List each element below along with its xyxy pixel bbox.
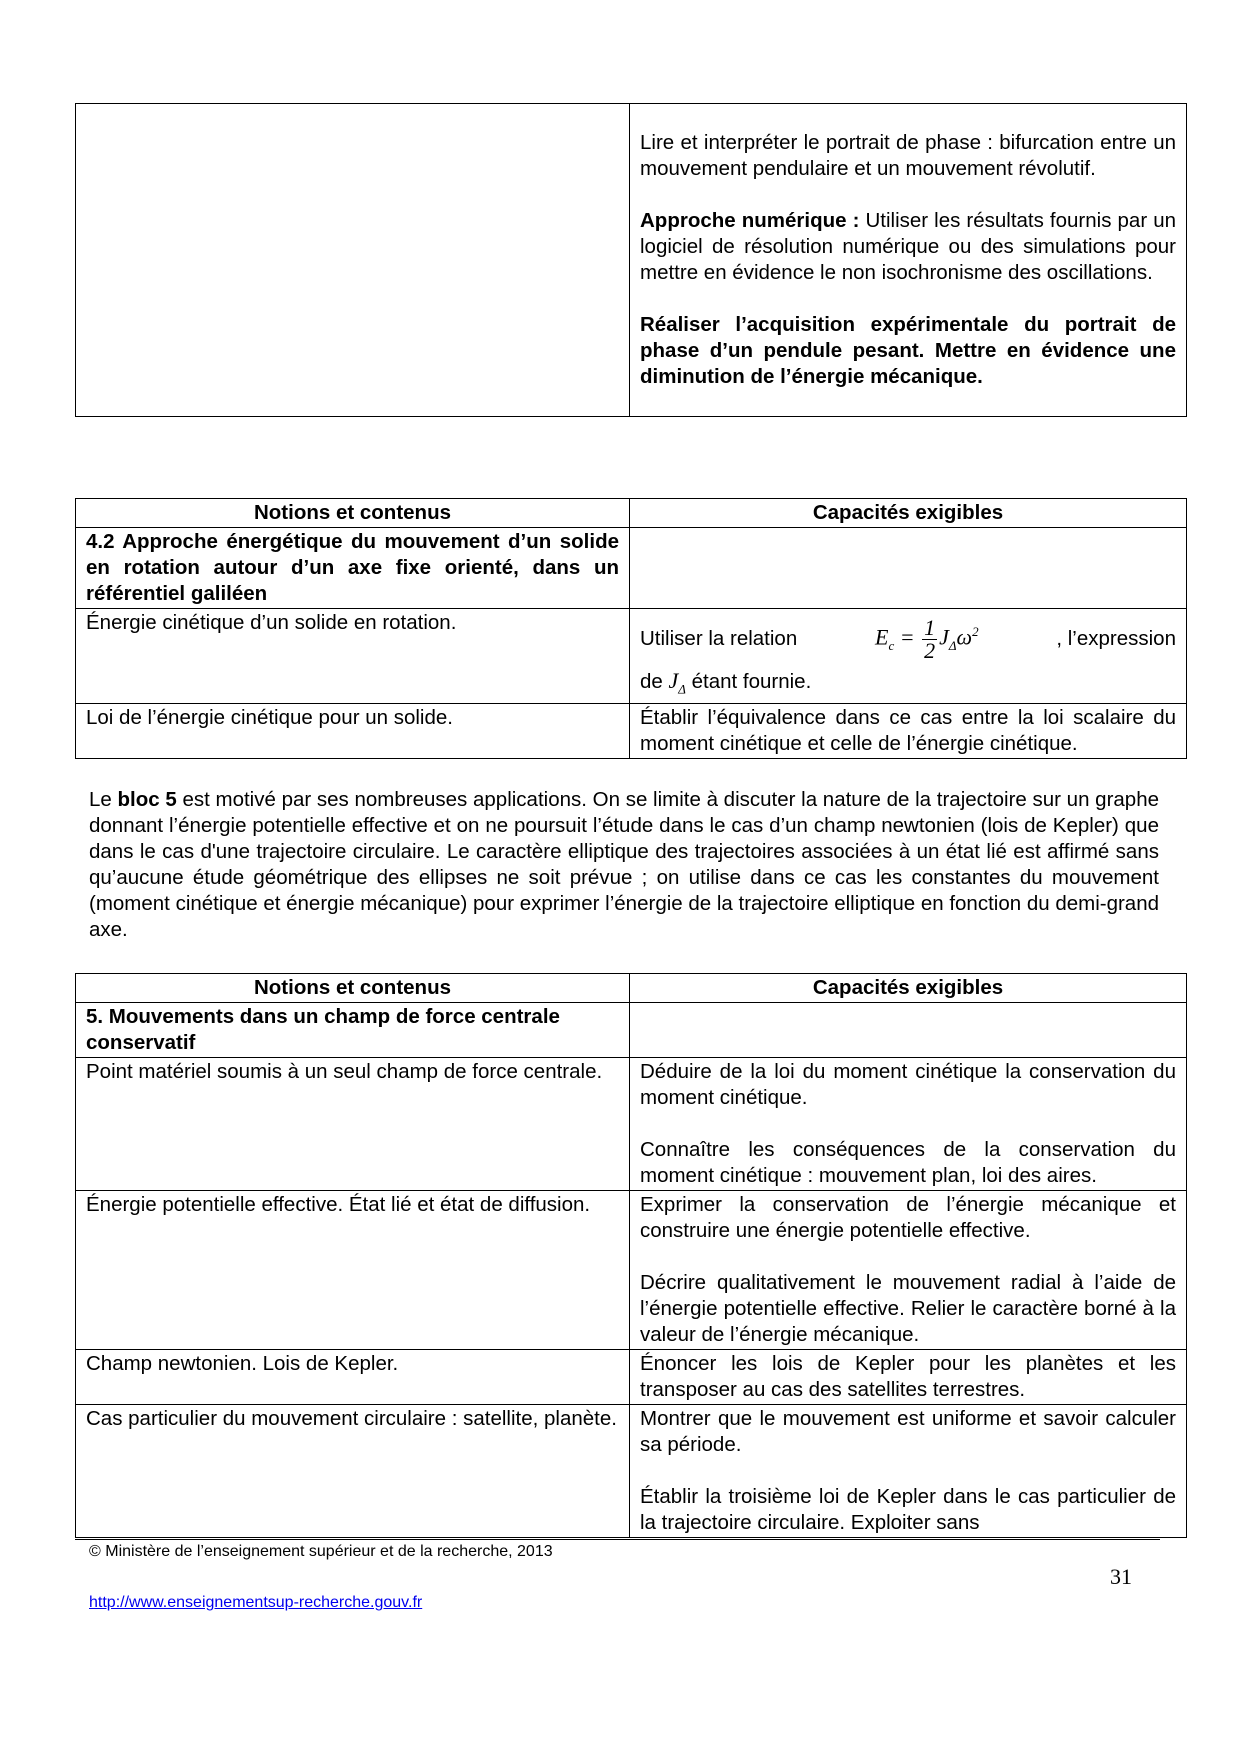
table-row [76, 104, 1187, 417]
header-notions: Notions et contenus [76, 974, 630, 1003]
continuation-table [75, 103, 1187, 417]
section-5-table [75, 973, 1187, 1538]
formula-line [640, 610, 1176, 668]
capacity-text [640, 668, 1176, 702]
inertia-symbol [668, 668, 686, 697]
capacity-text: Exprimer la conservation de l’énergie mécanique et construire une énergie potentielle effective. [640, 1193, 1176, 1242]
section-row [76, 1003, 1187, 1058]
header-notions: Notions et contenus [76, 499, 630, 528]
formula-symbol: J [668, 668, 679, 693]
capacities-cell [630, 1350, 1187, 1405]
capacities-cell [630, 104, 1187, 417]
notion-cell: Loi de l’énergie cinétique pour un solide. [76, 704, 630, 759]
section-4-2-table [75, 498, 1187, 759]
capacities-cell [630, 609, 1187, 704]
table-row [76, 1405, 1187, 1538]
page-number: 31 [1110, 1564, 1132, 1589]
formula-subscript: c [888, 637, 895, 653]
capacity-text: Lire et interpréter le portrait de phase : bifurcation entre un mouvement pendulaire et un mouvement révolutif. [640, 131, 1176, 180]
notion-cell: Énergie potentielle effective. État lié et état de diffusion. [76, 1191, 630, 1350]
capacities-cell [630, 1058, 1187, 1191]
footer-divider [75, 1539, 1160, 1540]
bloc-5-paragraph [89, 787, 1159, 943]
bold-label: Approche numérique : [640, 209, 860, 232]
notion-cell: Cas particulier du mouvement circulaire : satellite, planète. [76, 1405, 630, 1538]
capacity-text: Utiliser la relation [640, 627, 798, 650]
ministry-link[interactable]: http://www.enseignementsup-recherche.gouv.fr [89, 1594, 423, 1611]
formula-symbol: ω [956, 624, 973, 650]
formula-symbol: J [939, 624, 949, 650]
capacities-cell [630, 1191, 1187, 1350]
section-title: 5. Mouvements dans un champ de force centrale conservatif [76, 1003, 630, 1058]
capacity-text [640, 208, 1176, 286]
capacity-text: Décrire qualitativement le mouvement radial à l’aide de l’énergie potentielle effective. Relier le caractère borné à la valeur de l’énergie mécanique. [640, 1271, 1176, 1346]
capacity-text: Établir la troisième loi de Kepler dans le cas particulier de la trajectoire circulaire. Exploiter sans [640, 1485, 1176, 1534]
table-row [76, 1058, 1187, 1191]
capacity-text: Connaître les conséquences de la conservation du moment cinétique : mouvement plan, loi des aires. [640, 1138, 1176, 1187]
capacity-text: Énoncer les lois de Kepler pour les planètes et les transposer au cas des satellites terrestres. [640, 1352, 1176, 1401]
capacity-text: Montrer que le mouvement est uniforme et savoir calculer sa période. [640, 1407, 1176, 1456]
capacity-text: Établir l’équivalence dans ce cas entre la loi scalaire du moment cinétique et celle de l’énergie cinétique. [630, 704, 1187, 759]
table-row [76, 1350, 1187, 1405]
formula-subscript: Δ [948, 637, 957, 653]
table-header-row [76, 499, 1187, 528]
formula-superscript: 2 [972, 623, 979, 639]
capacity-text: Déduire de la loi du moment cinétique la conservation du moment cinétique. [640, 1060, 1176, 1109]
table-row [76, 1191, 1187, 1350]
empty-cell [630, 528, 1187, 609]
empty-cell [76, 104, 630, 417]
text-fragment: est motivé par ses nombreuses applications. On se limite à discuter la nature de la trajectoire sur un graphe donnant l’énergie potentielle effective et on ne poursuit l’étude dans le cas d’un champ newtonien (lois de Kepler) que dans le cas d'une trajectoire circulaire. Le caractère elliptique des trajectoires associées à un état lié est affirmé sans qu’aucune étude géométrique des ellipses ne soit prévue ; on utilise dans ce cas les constantes du mouvement (moment cinétique et énergie mécanique) pour exprimer l’énergie de la trajectoire elliptique en fonction du demi-grand axe. [89, 788, 1160, 941]
kinetic-energy-formula: $E_c$ = $\frac{1}{2}$ $J_\Delta\omega^2$ [875, 614, 979, 663]
empty-cell [630, 1003, 1187, 1058]
copyright-notice: © Ministère de l’enseignement supérieur et de la recherche, 2013 [89, 1543, 553, 1560]
formula-symbol: E [875, 624, 889, 650]
bold-text: Réaliser l’acquisition expérimentale du portrait de phase d’un pendule pesant. Mettre en évidence une diminution de l’énergie mécanique. [640, 313, 1176, 388]
capacity-text: , l’expression [1056, 627, 1176, 650]
capacity-text-rest: Utiliser les résultats fournis par un logiciel de résolution numérique ou des simulations pour mettre en évidence le non isochronisme des oscillations. [640, 209, 1176, 284]
section-row [76, 528, 1187, 609]
text-fragment: étant fournie. [685, 670, 812, 693]
capacities-cell [630, 1405, 1187, 1538]
header-capacites: Capacités exigibles [630, 499, 1187, 528]
fraction-denominator: 2 [924, 637, 936, 663]
table-header-row [76, 974, 1187, 1003]
text-fragment: Le [89, 788, 118, 811]
formula-subscript: Δ [678, 681, 686, 697]
bold-term: bloc 5 [117, 788, 177, 811]
header-capacites: Capacités exigibles [630, 974, 1187, 1003]
formula-fraction [922, 614, 937, 663]
notion-cell: Énergie cinétique d’un solide en rotation. [76, 609, 630, 704]
capacity-text [640, 312, 1176, 390]
notion-cell: Point matériel soumis à un seul champ de force centrale. [76, 1058, 630, 1191]
notion-cell: Champ newtonien. Lois de Kepler. [76, 1350, 630, 1405]
section-title: 4.2 Approche énergétique du mouvement d’un solide en rotation autour d’un axe fixe orienté, dans un référentiel galiléen [76, 528, 630, 609]
table-row [76, 704, 1187, 759]
text-fragment: de [640, 670, 669, 693]
table-row [76, 609, 1187, 704]
fraction-numerator: 1 [924, 614, 936, 640]
